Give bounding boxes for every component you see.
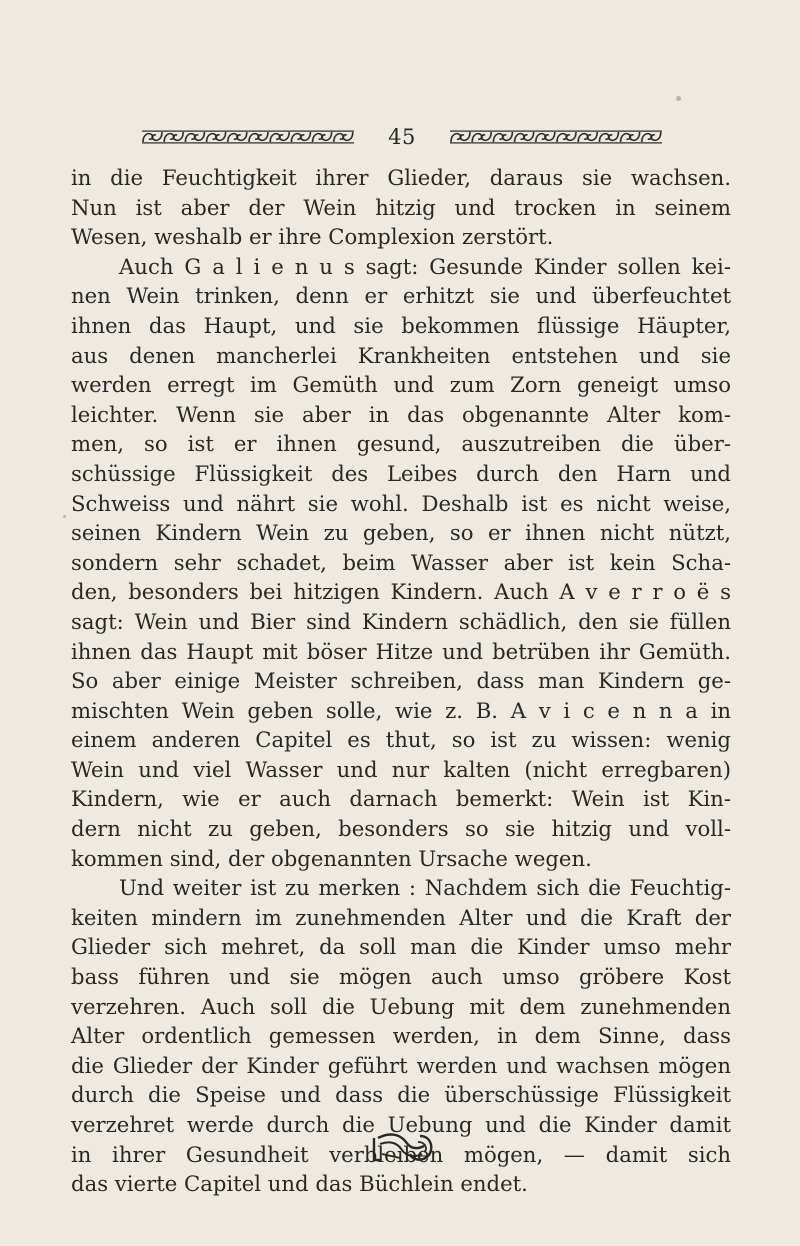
- text-line: verzehren. Auch soll die Uebung mit dem zunehmenden: [71, 993, 731, 1019]
- header-ornament-left-icon: [142, 130, 354, 144]
- text-line: Schweiss und nährt sie wohl. Deshalb ist es nicht weise,: [71, 490, 731, 516]
- text-line: Wein und viel Wasser und nur kalten (nicht erregbaren): [71, 756, 731, 782]
- text-line: bass führen und sie mögen auch umso gröbere Kost: [71, 964, 731, 990]
- text-line: schüssige Flüssigkeit des Leibes durch den Harn und: [71, 460, 731, 486]
- text-line: men, so ist er ihnen gesund, auszutreiben die über-: [71, 431, 731, 457]
- running-header: [142, 126, 662, 148]
- text-line: ihnen das Haupt mit böser Hitze und betrüben ihr Gemüth.: [71, 638, 731, 664]
- text-line: aus denen mancherlei Krankheiten entstehen und sie: [71, 342, 731, 368]
- text-line: die Glieder der Kinder geführt werden und wachsen mögen: [71, 1052, 731, 1078]
- text-line: sondern sehr schadet, beim Wasser aber ist kein Scha-: [71, 549, 731, 575]
- paper-speck: [676, 96, 681, 101]
- text-line: ihnen das Haupt, und sie bekommen flüssige Häupter,: [71, 312, 731, 338]
- text-line: werden erregt im Gemüth und zum Zorn geneigt umso: [71, 372, 731, 398]
- text-line: Wesen, weshalb er ihre Complexion zerstört.: [71, 224, 554, 250]
- text-line: Kindern, wie er auch darnach bemerkt: Wein ist Kin-: [71, 786, 731, 812]
- text-line: verzehret werde durch die Uebung und die Kinder damit: [71, 1112, 731, 1137]
- text-line: dern nicht zu geben, besonders so sie hitzig und voll-: [71, 816, 731, 842]
- text-line: mischten Wein geben solle, wie z. B. A v i c e n n a in: [71, 697, 731, 723]
- text-line: So aber einige Meister schreiben, dass man Kindern ge-: [71, 668, 731, 694]
- text-line: Und weiter ist zu merken : Nachdem sich die Feuchtig-: [119, 875, 731, 901]
- header-ornament-right-icon: [450, 130, 662, 144]
- body-text: [71, 163, 731, 1199]
- text-line: den, besonders bei hitzigen Kindern. Auch A v e r r o ë s: [71, 579, 731, 605]
- text-line: Alter ordentlich gemessen werden, in dem Sinne, dass: [71, 1023, 731, 1049]
- text-line: durch die Speise und dass die überschüssige Flüssigkeit: [71, 1082, 731, 1108]
- tailpiece-ornament-icon: [370, 1130, 436, 1164]
- text-line: seinen Kindern Wein zu geben, so er ihnen nicht nützt,: [71, 520, 731, 546]
- text-line: nen Wein trinken, denn er erhitzt sie und überfeuchtet: [71, 283, 731, 309]
- text-line: einem anderen Capitel es thut, so ist zu wissen: wenig: [71, 727, 731, 753]
- text-line: in die Feuchtigkeit ihrer Glieder, daraus sie wachsen.: [71, 165, 731, 190]
- page-number: 45: [388, 125, 416, 149]
- text-line: Glieder sich mehret, da soll man die Kinder umso mehr: [71, 934, 731, 960]
- text-line: kommen sind, der obgenannten Ursache wegen.: [71, 845, 592, 871]
- text-line: Nun ist aber der Wein hitzig und trocken in seinem: [71, 194, 731, 220]
- text-line: in ihrer Gesundheit verbleiben mögen, — damit sich: [71, 1141, 731, 1167]
- text-line: keiten mindern im zunehmenden Alter und die Kraft der: [71, 904, 731, 930]
- text-line: Auch G a l i e n u s sagt: Gesunde Kinder sollen kei-: [119, 253, 731, 279]
- paper-speck: [63, 515, 66, 518]
- text-line: sagt: Wein und Bier sind Kindern schädlich, den sie füllen: [71, 608, 731, 634]
- text-line: leichter. Wenn sie aber in das obgenannte Alter kom-: [71, 401, 731, 427]
- text-line: das vierte Capitel und das Büchlein endet.: [71, 1171, 528, 1197]
